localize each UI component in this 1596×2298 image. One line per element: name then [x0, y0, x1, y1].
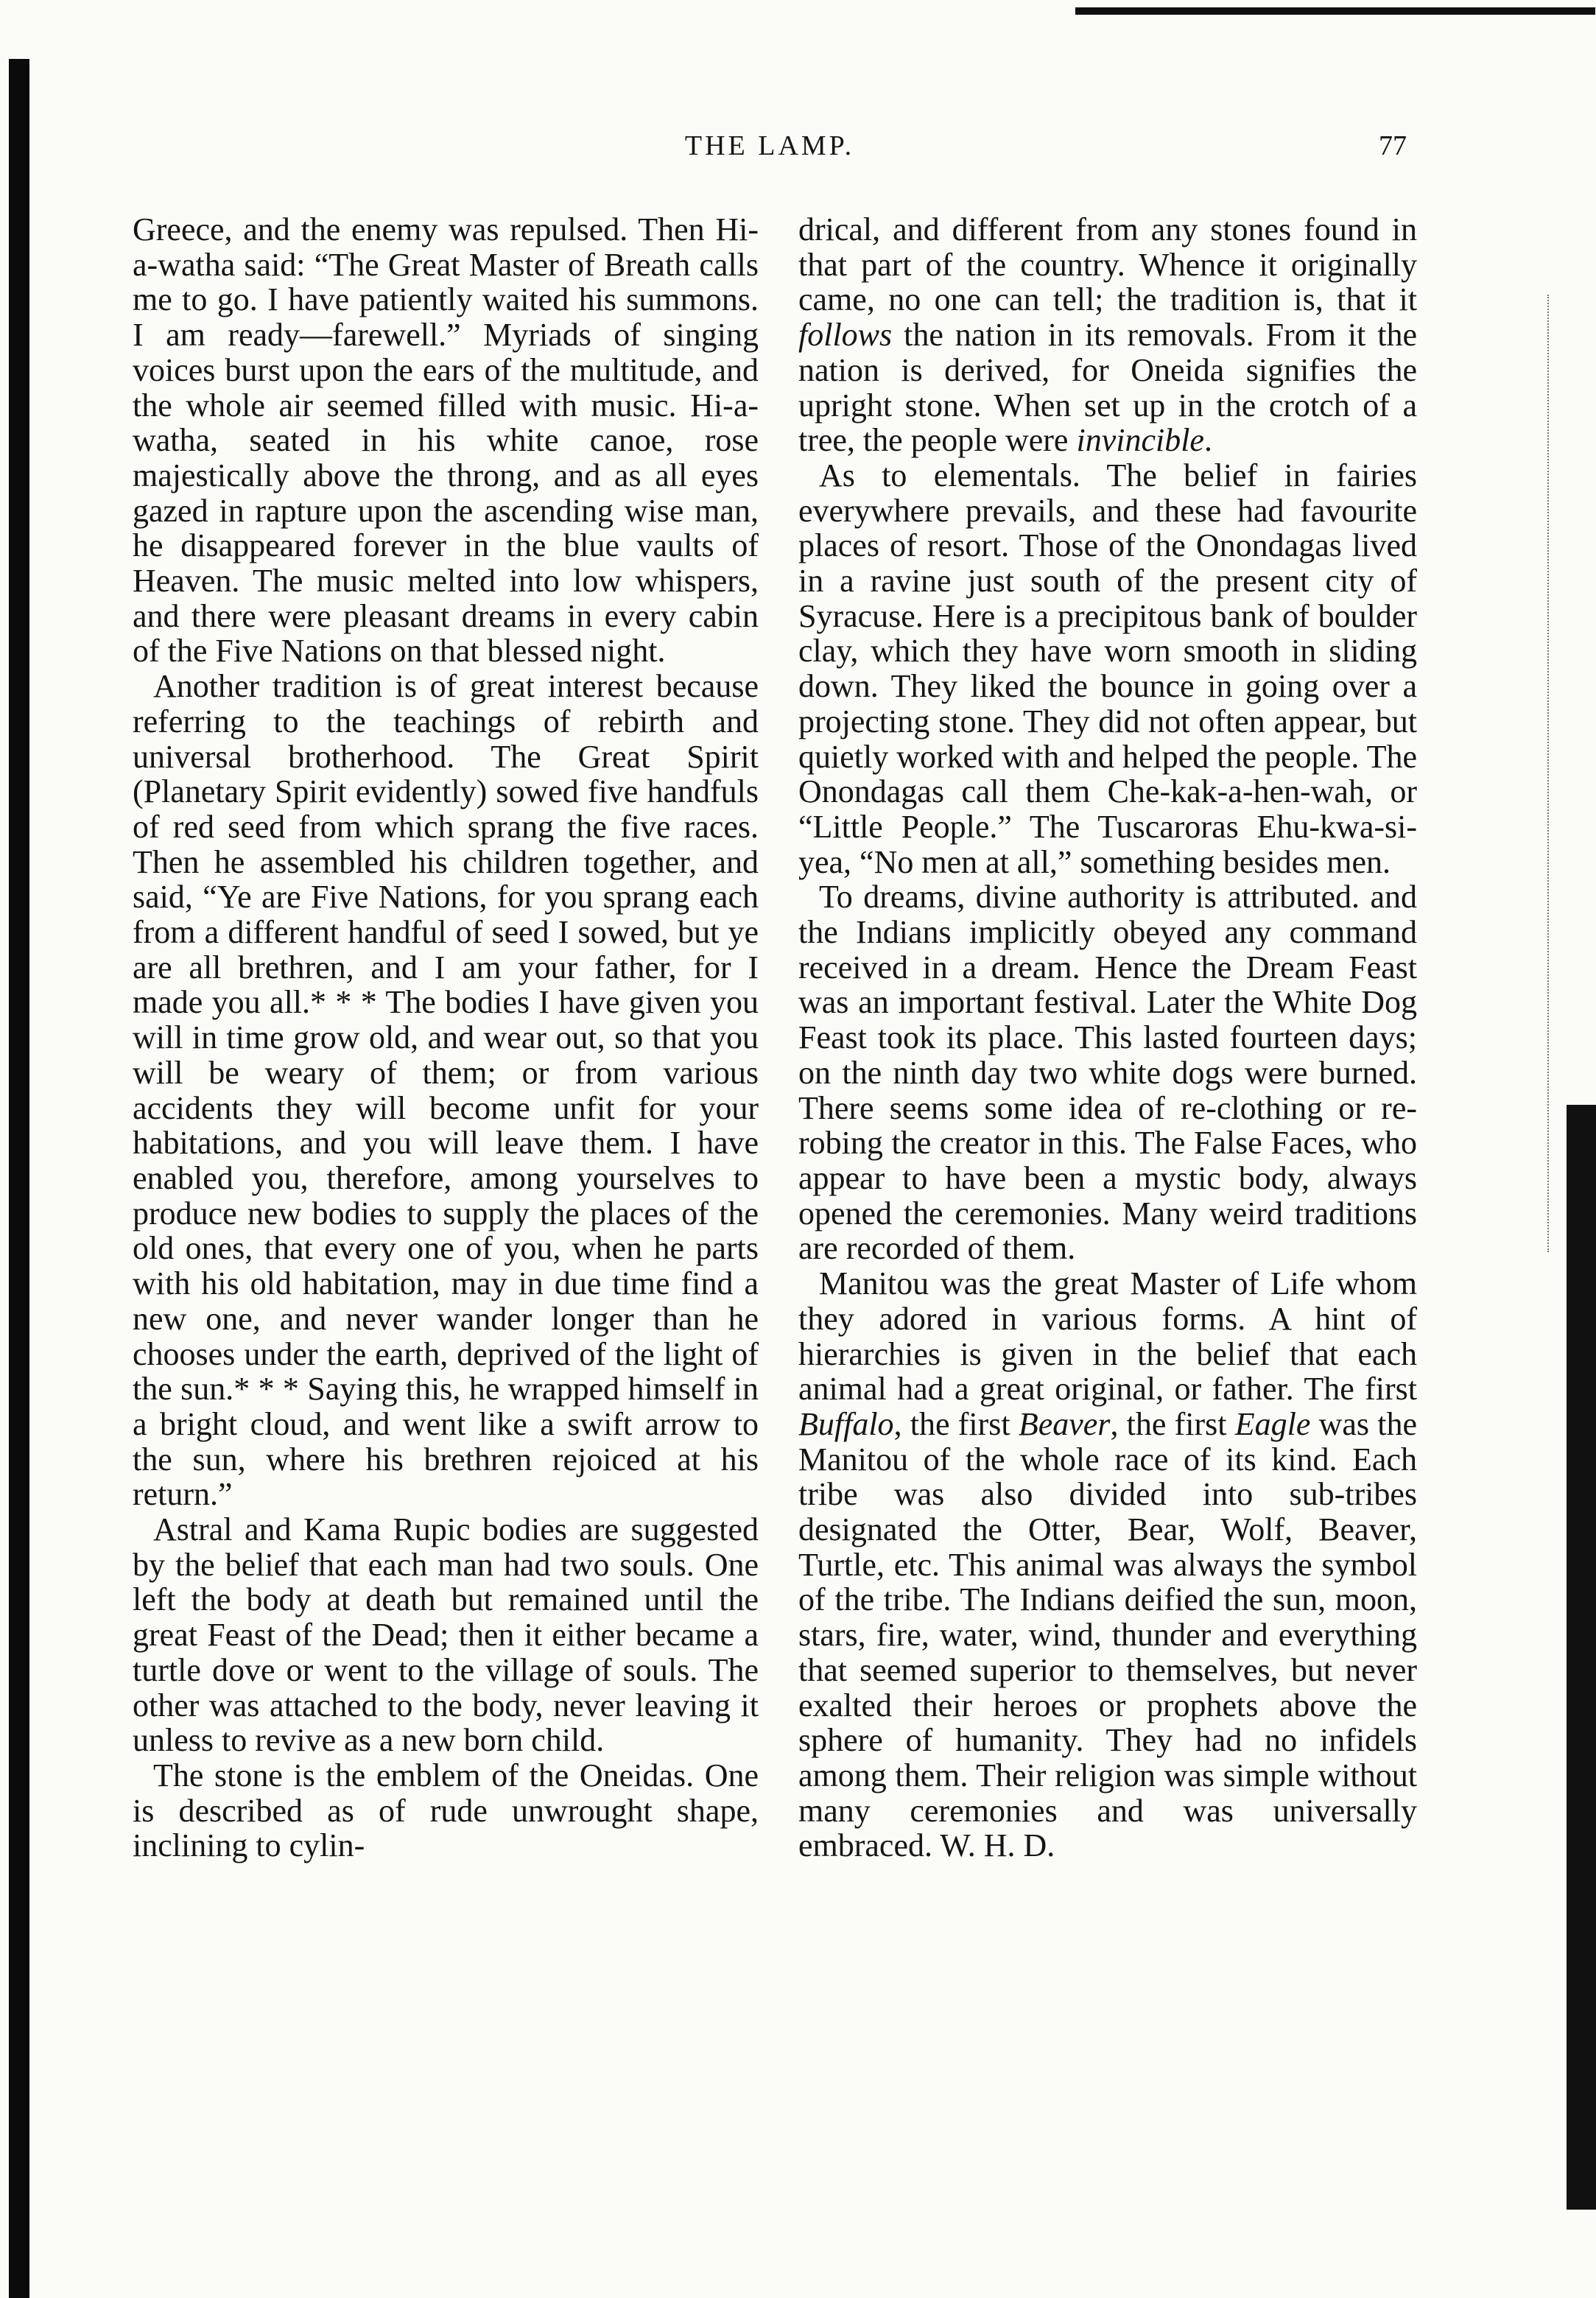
paragraph: To dreams, divine authority is attributed. and the Indians implicitly obeyed any command received in a dream. Hence the Dream Feast was an important festival. Later the White Dog Feast took its place. This lasted fourteen days; on the ninth day two white dogs were burned. There seems some idea of re-clothing or re-robing the creator in this. The False Faces, who appear to have been a mystic body, always opened the ceremonies. Many weird traditions are recorded of them. [798, 879, 1417, 1267]
scan-edge-left [9, 59, 29, 2298]
text-run: . [1203, 422, 1212, 459]
italic-text: invincible [1076, 422, 1204, 459]
paragraph: The stone is the emblem of the Oneidas. One is described as of rude unwrought shape, inclining to cylin- [133, 1757, 759, 1864]
paragraph [798, 212, 1417, 458]
left-column [133, 212, 759, 2201]
text-run: was the Manitou of the whole race of its kind. Each tribe was also divided into sub-tribes designated the Otter, Bear, Wolf, Beaver, Turtle, etc. This animal was always the symbol of the tribe. The Indians deified the sun, moon, stars, fire, water, wind, thunder and everything that seemed superior to themselves, but never exalted their heroes or prophets above the sphere of humanity. They had no infidels among them. Their religion was simple without many ceremonies and was universally embraced. [798, 1405, 1417, 1864]
scan-rule-top [1075, 7, 1595, 15]
text-run: drical, and different from any stones found in that part of the country. Whence it originally came, no one can tell; the tradition is, that it [798, 211, 1417, 318]
page-number: 77 [1379, 130, 1407, 161]
right-column [798, 212, 1417, 2201]
italic-text: Eagle [1234, 1405, 1311, 1442]
text-run: , the first [893, 1405, 1019, 1442]
author-signature: W. H. D. [940, 1827, 1055, 1864]
paragraph [798, 1266, 1417, 1863]
running-title: THE LAMP. [684, 130, 855, 161]
text-run: the nation in its removals. From it the nation is derived, for Oneida signifies the upright stone. When set up in the crotch of a tree, the people were [798, 317, 1417, 459]
paragraph: Another tradition is of great interest because referring to the teachings of rebirth and universal brotherhood. The Great Spirit (Planetary Spirit evidently) sowed five handfuls of red seed from which sprang the five races. Then he assembled his children together, and said, “Ye are Five Nations, for you sprang each from a different handful of seed I sowed, but ye are all brethren, and I am your father, for I made you all.* * * The bodies I have given you will in time grow old, and wear out, so that you will be weary of them; or from various accidents they will become unfit for your habitations, and you will leave them. I have enabled you, therefore, among yourselves to produce new bodies to supply the places of the old ones, that every one of you, when he parts with his old habitation, may in due time find a new one, and never wander longer than he chooses under the earth, deprived of the light of the sun.* * * Saying this, he wrapped himself in a bright cloud, and went like a swift arrow to the sun, where his brethren rejoiced at his return.” [133, 668, 759, 1513]
italic-text: follows [798, 317, 893, 354]
paragraph: As to elementals. The belief in fairies everywhere prevails, and these had favourite places of resort. Those of the Onondagas lived in a ravine just south of the present city of Syracuse. Here is a precipitous bank of boulder clay, which they have worn smooth in sliding down. They liked the bounce in going over a projecting stone. They did not often appear, but quietly worked with and helped the people. The Onondagas call them Che-kak-a-hen-wah, or “Little People.” The Tuscaroras Ehu-kwa-si-yea, “No men at all,” something besides men. [798, 457, 1417, 880]
scan-edge-right [1567, 1105, 1596, 2210]
italic-text: Buffalo [798, 1405, 894, 1442]
text-run: , the first [1110, 1405, 1235, 1442]
paragraph: Greece, and the enemy was repulsed. Then Hi-a-watha said: “The Great Master of Breath calls me to go. I have patiently waited his summons. I am ready—farewell.” Myriads of singing voices burst upon the ears of the multitude, and the whole air seemed filled with music. Hi-a-watha, seated in his white canoe, rose majestically above the throng, and as all eyes gazed in rapture upon the ascending wise man, he disappeared forever in the blue vaults of Heaven. The music melted into low whispers, and there were pleasant dreams in every cabin of the Five Nations on that blessed night. [133, 211, 759, 670]
scan-artifact-dots [1547, 295, 1552, 1252]
paragraph: Astral and Kama Rupic bodies are suggested by the belief that each man had two souls. One left the body at death but remained until the great Feast of the Dead; then it either became a turtle dove or went to the village of souls. The other was attached to the body, never leaving it unless to revive as a new born child. [133, 1511, 759, 1759]
italic-text: Beaver [1018, 1405, 1111, 1442]
page-header [133, 130, 1407, 168]
text-run: Manitou was the great Master of Life whom they adored in various forms. A hint of hierarchies is given in the belief that each animal had a great original, or father. The first [798, 1265, 1417, 1408]
